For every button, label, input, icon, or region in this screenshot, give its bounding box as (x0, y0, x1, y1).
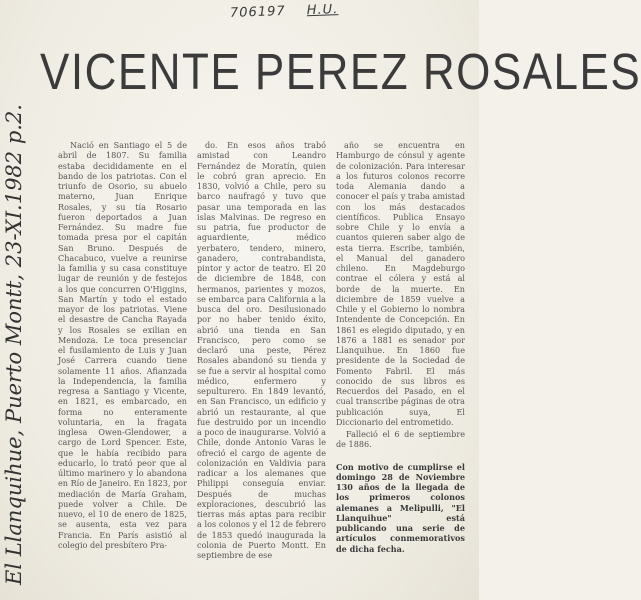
handwritten-annotation-top (230, 2, 339, 21)
column-2-paragraph: do. En esos años trabó amistad con Leandro Fernández de Moratín, quien le cobró gran aprecio. En 1830, volvió a Chile, pero su barco naufragó y tuvo que pasar una temporada en las islas Malvinas. De regreso en su patria, fue productor de aguardiente, médico yerbatero, tendero, minero, ganadero, contrabandista, pintor y actor de teatro. El 20 de diciembre de 1848, con hermanos, parientes y mozos, se embarca para California a la busca del oro. Desilusionado por no haber tenido éxito, abrió una tienda en San Francisco, pero como se declaró una peste, Pérez Rosales abandonó su tienda y se fue a servir al hospital como médico, enfermero y sepulturero. En 1849 levantó, en San Francisco, un edificio y abrió un restaurante, al que fue destruido por un incendio a poco de inaugurarse. Volvió a Chile, donde Antonio Varas le ofreció el cargo de agente de colonización en Valdivia para radicar a los alemanes que Philippi conseguía enviar. Después de muchas exploraciones, descubrió las tierras más aptas para recibir a los colonos y el 12 de febrero de 1853 quedó inaugurada la colonia de Puerto Montt. En septiembre de ese (197, 140, 327, 560)
column-1 (58, 140, 187, 595)
column-3-paragraph: año se encuentra en Hamburgo de cónsul y agente de colonización. Para interesar a los futuros colonos recorre toda Alemania dando a conocer el país y traba amistad con los más destacados científicos. Publica Ensayo sobre Chile y lo envía a cuantos quieren saber algo de esta tierra. Escribe, también, el Manual del ganadero chileno. En Magdeburgo contrae el cólera y está al borde de la muerte. En diciembre de 1859 vuelve a Chile y el Gobierno lo nombra Intendente de Concepción. En 1861 es elegido diputado, y en 1876 a 1881 es senador por Llanquihue. En 1860 fue presidente de la Sociedad de Fomento Fabril. El más conocido de sus libros es Recuerdos del Pasado, en el cual transcribe páginas de otra publicación suya, El Diccionario del entrometido. (336, 140, 465, 427)
column-3 (336, 140, 465, 595)
death-date-note: Falleció el 6 de septiembre de 1886. (336, 429, 465, 450)
annotation-number: 706197 (229, 3, 286, 21)
handwritten-margin-note: El Llanquihue, Puerto Montt, 23-XI.1982 p.2. (2, 104, 26, 585)
article-headline: VICENTE PEREZ ROSALES (40, 44, 641, 101)
column-2 (197, 140, 326, 595)
article-body (58, 140, 466, 595)
series-promo-note: Con motivo de cumplirse el domingo 28 de Noviembre 130 años de la llegada de los primeros colonos alemanes a Melipulli, "El Llanquihue" está publicando una serie de artículos conmemorativos de dicha fecha. (336, 461, 465, 554)
column-1-paragraph: Nació en Santiago el 5 de abril de 1807. Su familia estaba decididamente en el bando de los patriotas. Con el triunfo de Osorio, su abuelo materno, Juan Enrique Rosales, y su tía Rosario fueron deportados a Juan Fernández. Su madre fue tomada presa por el capitán San Bruno. Después de Chacabuco, vuelve a reunirse la familia y su casa constituye lugar de reunión y de festejos a los que concurren O'Higgins, San Martín y todo el estado mayor de los patriotas. Viene el desastre de Cancha Rayada y los Rosales se exilian en Mendoza. Le toca presenciar el fusilamiento de Luis y Juan José Carrera cuando tiene solamente 11 años. Afianzada la Independencia, la familia regresa a Santiago y Vicente, en 1821, es embarcado, en forma no enteramente voluntaria, en la fragata inglesa Owen-Glendower, a cargo de Lord Spencer. Este, que le había recibido para educarlo, lo trató peor que al último marinero y lo abandona en Río de Janeiro. En 1823, por mediación de María Graham, puede volver a Chile. De nuevo, el 10 de enero de 1825, se ausenta, esta vez para Francia. En París asistió al colegio del presbítero Pra- (58, 140, 188, 550)
annotation-code: H.U. (306, 2, 339, 19)
